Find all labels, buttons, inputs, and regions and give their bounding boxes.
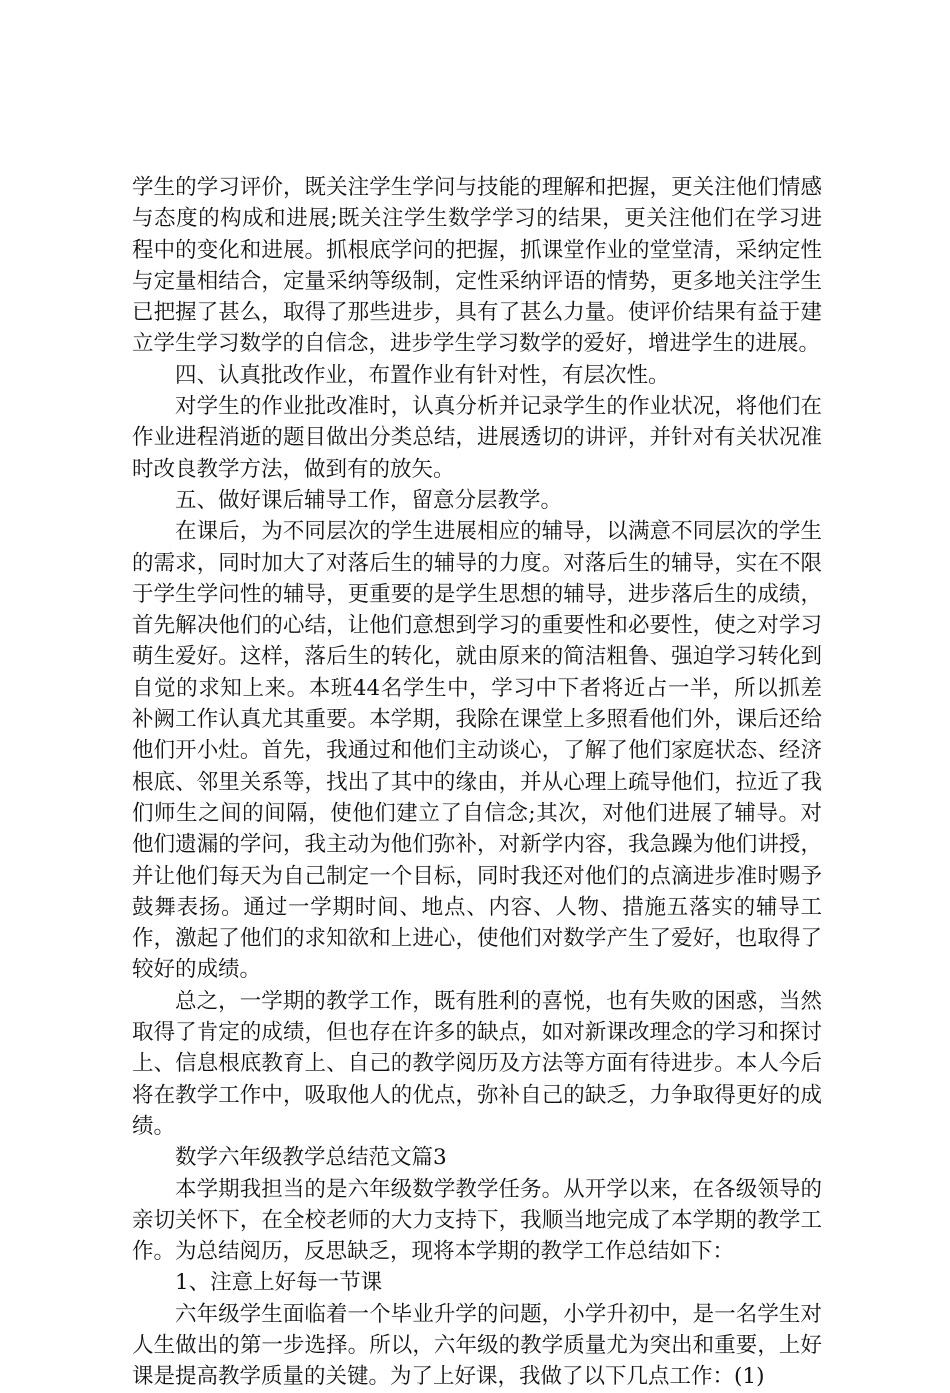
heading-homework-correction: 四、认真批改作业，布置作业有针对性，有层次性。: [175, 362, 670, 388]
heading-every-lesson: 1、注意上好每一节课: [175, 1270, 383, 1296]
paragraph-homework-correction: 对学生的作业批改准时，认真分析并记录学生的作业状况，将他们在作业进程消逝的题目做出分类总结，进展透切的讲评，并针对有关状况准时改良教学方法，做到有的放矢。: [132, 394, 822, 482]
heading-after-class-tutoring: 五、做好课后辅导工作，留意分层教学。: [175, 487, 563, 513]
paragraph-article-3-intro: 本学期我担当的是六年级数学教学任务。从开学以来，在各级领导的亲切关怀下，在全校老师的大力支持下，我顺当地完成了本学期的教学工作。为总结阅历，反思缺乏，现将本学期的教学工作总结如下：: [132, 1176, 822, 1265]
paragraph-evaluation-continued: 学生的学习评价，既关注学生学问与技能的理解和把握，更关注他们情感与态度的构成和进展;既关注学生数学学习的结果，更关注他们在学习进程中的变化和进展。抓根底学问的把握，抓课堂作业的堂堂清，采纳定性与定量相结合，定量采纳等级制，定性采纳评语的情势，更多地关注学生已把握了甚么，取得了那些进步，具有了甚么力量。使评价结果有益于建立学生学习数学的自信念，进步学生学习数学的爱好，增进学生的进展。: [132, 175, 822, 357]
paragraph-after-class-tutoring: 在课后，为不同层次的学生进展相应的辅导，以满意不同层次的学生的需求，同时加大了对落后生的辅导的力度。对落后生的辅导，实在不限于学生学问性的辅导，更重要的是学生思想的辅导，进步落后生的成绩，首先解决他们的心结，让他们意想到学习的重要性和必要性，使之对学习萌生爱好。这样，落后生的转化，就由原来的简洁粗鲁、强迫学习转化到自觉的求知上来。本班44名学生中，学习中下者将近占一半，所以抓差补阙工作认真尤其重要。本学期，我除在课堂上多照看他们外，课后还给他们开小灶。首先，我通过和他们主动谈心，了解了他们家庭状态、经济根底、邻里关系等，找出了其中的缘由，并从心理上疏导他们，拉近了我们师生之间的间隔，使他们建立了自信念;其次，对他们进展了辅导。对他们遗漏的学问，我主动为他们弥补，对新学内容，我急躁为他们讲授，并让他们每天为自己制定一个目标，同时我还对他们的点滴进步准时赐予鼓舞表扬。通过一学期时间、地点、内容、人物、措施五落实的辅导工作，激起了他们的求知欲和上进心，使他们对数学产生了爱好，也取得了较好的成绩。: [132, 519, 822, 983]
paragraph-every-lesson: 六年级学生面临着一个毕业升学的问题，小学升初中，是一名学生对人生做出的第一步选择。所以，六年级的教学质量尤为突出和重要，上好课是提高教学质量的关键。为了上好课，我做了以下几点工作：(1): [132, 1301, 822, 1390]
paragraph-summary: 总之，一学期的教学工作，既有胜利的喜悦，也有失败的困惑，当然取得了肯定的成绩，但也存在许多的缺点，如对新课改理念的学习和探讨上、信息根底教育上、自己的教学阅历及方法等方面有待进步。本人今后将在教学工作中，吸取他人的优点，弥补自己的缺乏，力争取得更好的成绩。: [132, 988, 822, 1139]
document-body: [132, 172, 822, 1393]
section-title-article-3: 数学六年级教学总结范文篇3: [175, 1145, 447, 1171]
